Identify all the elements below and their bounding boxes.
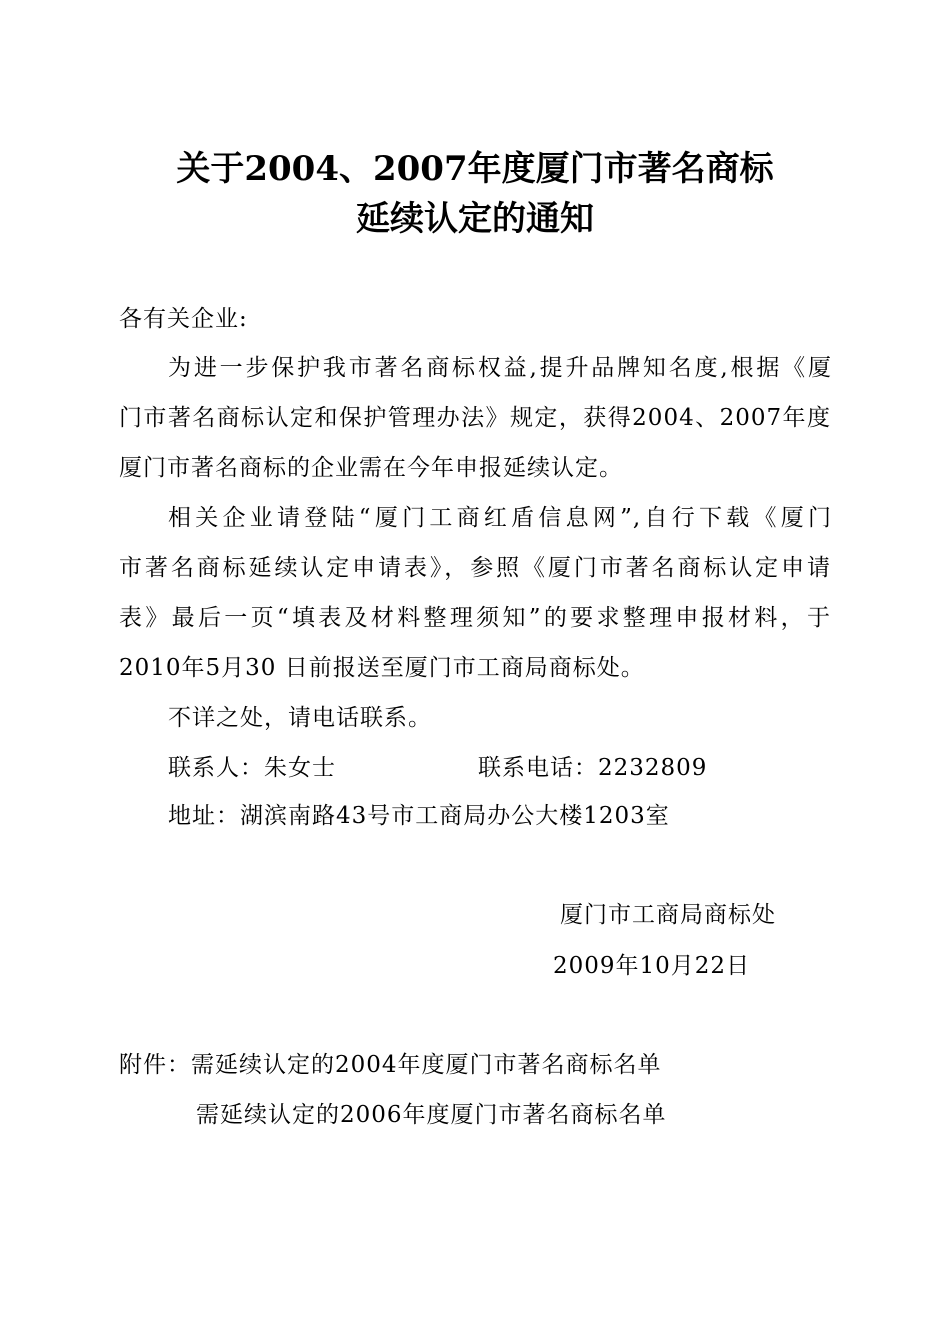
paragraph-1-line-3: 厦门市著名商标的企业需在今年申报延续认定。 — [119, 455, 623, 481]
paragraph-2-line-4: 2010年5月30 日前报送至厦门市工商局商标处。 — [119, 655, 645, 681]
signature-org: 厦门市工商局商标处 — [560, 902, 776, 928]
document-title-line-2: 延续认定的通知 — [356, 199, 594, 239]
salutation: 各有关企业: — [119, 306, 248, 332]
paragraph-1-line-2: 门市著名商标认定和保护管理办法》规定，获得2004、2007年度 — [119, 405, 831, 431]
attachment-item-1: 附件：需延续认定的2004年度厦门市著名商标名单 — [119, 1052, 662, 1078]
contact-person: 联系人：朱女士 — [168, 755, 336, 781]
signature-date: 2009年10月22日 — [553, 953, 751, 979]
attachment-item-2: 需延续认定的2006年度厦门市著名商标名单 — [196, 1102, 667, 1128]
contact-phone: 联系电话：2232809 — [478, 755, 708, 781]
paragraph-1-line-1: 为进一步保护我市著名商标权益,提升品牌知名度,根据《厦 — [168, 355, 832, 381]
paragraph-3: 不详之处，请电话联系。 — [168, 705, 432, 731]
paragraph-2-line-1: 相关企业请登陆“厦门工商红盾信息网”,自行下载《厦门 — [168, 505, 832, 531]
paragraph-2-line-2: 市著名商标延续认定申请表》，参照《厦门市著名商标认定申请 — [119, 555, 831, 581]
document-title-line-1: 关于2004、2007年度厦门市著名商标 — [176, 149, 774, 189]
paragraph-2-line-3: 表》最后一页“填表及材料整理须知”的要求整理申报材料，于 — [119, 605, 831, 631]
contact-address: 地址：湖滨南路43号市工商局办公大楼1203室 — [168, 803, 670, 829]
